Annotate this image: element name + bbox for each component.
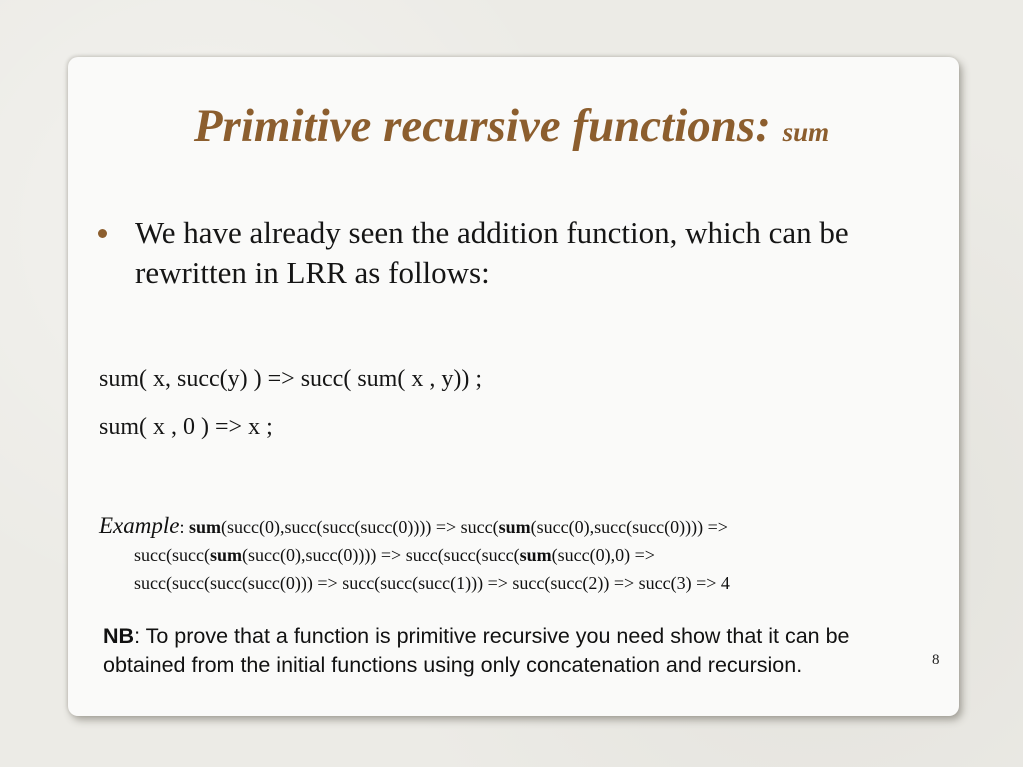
rule-line-1: sum( x, succ(y) ) => succ( sum( x , y)) ;	[99, 366, 482, 392]
example-line-1-keyword-sum: sum	[188, 517, 221, 537]
example-line-2-segment: succ(succ(	[134, 545, 210, 565]
example-block	[99, 512, 939, 597]
nb-note	[103, 622, 933, 680]
example-line-2-segment: (succ(0),succ(0)))) => succ(succ(succ(	[241, 545, 520, 565]
example-line-2-keyword-sum: sum	[209, 545, 242, 565]
bullet-item	[98, 213, 938, 293]
title-sub: sum	[782, 117, 830, 147]
slide-title	[0, 98, 1023, 160]
nb-text: : To prove that a function is primitive recursive you need show that it can be obtained from the initial functions using only concatenation and recursion.	[103, 624, 850, 677]
example-line-1-content	[189, 517, 728, 537]
nb-label: NB	[103, 624, 135, 648]
bullet-dot-icon	[98, 229, 107, 238]
bullet-text: We have already seen the addition function, which can be rewritten in LRR as follows:	[135, 215, 849, 290]
example-line-3: succ(succ(succ(succ(0))) => succ(succ(succ(1))) => succ(succ(2)) => succ(3) => 4	[134, 573, 730, 593]
example-line-2	[99, 541, 939, 569]
page-number: 8	[932, 652, 940, 668]
example-line-2-segment: (succ(0),0) =>	[551, 545, 655, 565]
example-line-1-segment: (succ(0),succ(succ(succ(0)))) => succ(	[221, 517, 499, 537]
example-line-1-segment: (succ(0),succ(succ(0)))) =>	[530, 517, 728, 537]
example-line-2-keyword-sum: sum	[519, 545, 552, 565]
example-label: Example	[99, 513, 180, 538]
rule-line-2: sum( x , 0 ) => x ;	[99, 414, 273, 440]
example-colon: :	[179, 517, 185, 537]
example-line-1-keyword-sum: sum	[498, 517, 531, 537]
example-line-1	[99, 512, 939, 541]
title-main: Primitive recursive functions:	[193, 100, 771, 152]
